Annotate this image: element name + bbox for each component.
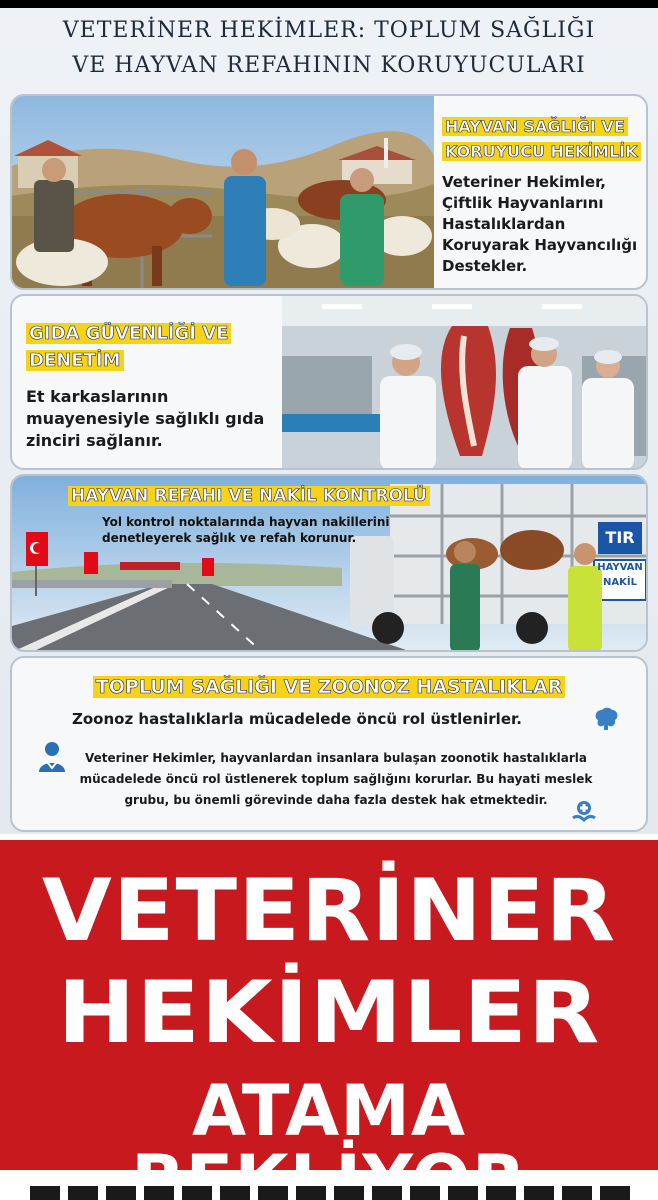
banner-line-2: HEKİMLER	[57, 963, 601, 1063]
panel-2-body: Et karkaslarının muayenesiyle sağlıklı gıda zinciri sağlanır.	[26, 387, 265, 450]
panel-4-body: Veteriner Hekimler, hayvanlardan insanlara bulaşan zoonotik hastalıklarla mücadelede öncü rol üstlenerek toplum sağlığını korurlar. Bu hayati meslek grubu, bu önemli görevinde daha fazla destek hak etmektedir.	[79, 751, 593, 807]
panel-2-text	[26, 320, 282, 452]
panel-public-health	[10, 656, 648, 832]
panel-4-subheading: Zoonoz hastalıklarla mücadelede öncü rol üstlenirler.	[72, 710, 522, 728]
panel-2-heading: GIDA GÜVENLİĞİ VE DENETİM	[26, 323, 231, 371]
health-care-icon	[570, 798, 598, 826]
doctor-icon	[36, 740, 68, 774]
poster-title-line-2: VE HAYVAN REFAHININ KORUYUCULARI	[72, 53, 586, 78]
truck-sign-tir: TIR	[605, 528, 635, 547]
brain-icon	[592, 706, 620, 732]
meat-inspection-illustration	[282, 296, 648, 470]
cropped-text-fragment	[30, 1186, 630, 1200]
panel-food-safety	[10, 294, 648, 470]
panel-1-text	[442, 114, 648, 277]
panel-animal-health	[10, 94, 648, 290]
banner-line-1: VETERİNER	[41, 861, 617, 961]
poster-title-line-1: VETERİNER HEKİMLER: TOPLUM SAĞLIĞI	[62, 18, 596, 43]
truck-sign-nakil: NAKİL	[603, 577, 637, 588]
panel-animal-transport	[10, 474, 648, 652]
panel-4-heading: TOPLUM SAĞLIĞI VE ZOONOZ HASTALIKLAR	[93, 676, 566, 698]
panel-3-heading: HAYVAN REFAHI VE NAKİL KONTROLÜ	[68, 486, 430, 506]
top-black-bar	[0, 0, 658, 8]
panel-3-body: Yol kontrol noktalarında hayvan nakillerini denetleyerek sağlık ve refah korunur.	[102, 515, 390, 545]
farm-vet-illustration	[12, 96, 434, 290]
truck-sign-hayvan: HAYVAN	[597, 562, 643, 573]
banner-line-3: ATAMA	[191, 1070, 467, 1152]
panel-1-heading: HAYVAN SAĞLIĞI VE KORUYUCU HEKİMLİK	[442, 117, 641, 161]
panel-1-body: Veteriner Hekimler, Çiftlik Hayvanlarını Hastalıklardan Koruyarak Hayvancılığı Destekler.	[442, 173, 638, 275]
